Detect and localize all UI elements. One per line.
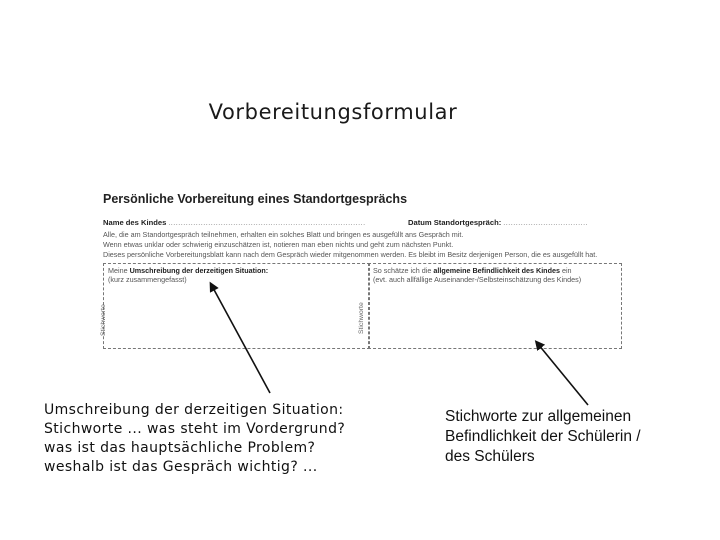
caption-right-line: Stichworte zur allgemeinen (445, 408, 632, 425)
date-dots: .................................. (503, 218, 589, 227)
situation-box-label: Meine Umschreibung der derzeitigen Situation: (kurz zusammengefasst) (108, 266, 269, 284)
arrow-right (538, 344, 588, 405)
situation-vertical-label-right: Stichworte (358, 302, 365, 334)
instruction-line-1: Alle, die am Standortgespräch teilnehmen, erhalten ein solches Blatt und bringen es ausgefüllt ans Gespräch mit. (103, 230, 464, 239)
date-label: Datum Standortgespräch: (408, 218, 502, 227)
name-label: Name des Kindes (103, 218, 167, 227)
wellbeing-box-label: So schätze ich die allgemeine Befindlichkeit des Kindes ein (evt. auch allfällige Auseinander-/Selbsteinschätzung des Kindes) (373, 266, 582, 284)
caption-left (44, 401, 345, 477)
instruction-line-2: Wenn etwas unklar oder schwierig einzuschätzen ist, notieren man eben nichts und geht zum nächsten Punkt. (103, 240, 454, 249)
name-dots: ............................................................................... (168, 218, 366, 227)
caption-left-line: was ist das hauptsächliche Problem? (44, 440, 316, 456)
situation-vertical-label: Stichworte (100, 304, 107, 336)
caption-right-line: Befindlichkeit der Schülerin / (445, 428, 641, 445)
caption-left-line: weshalb ist das Gespräch wichtig? ... (44, 459, 318, 475)
caption-right (445, 407, 641, 467)
form-heading: Persönliche Vorbereitung eines Standortgesprächs (103, 192, 408, 206)
caption-left-line: Umschreibung der derzeitigen Situation: (44, 402, 344, 418)
page-title: Vorbereitungsformular (208, 100, 458, 124)
caption-right-line: des Schülers (445, 448, 535, 465)
arrow-left (212, 286, 270, 393)
caption-left-line: Stichworte ... was steht im Vordergrund? (44, 421, 346, 437)
instruction-line-3: Dieses persönliche Vorbereitungsblatt kann nach dem Gespräch wieder mitgenommen werden. Es bleibt im Besitz derjenigen Person, die es ausgefüllt hat. (103, 250, 598, 259)
